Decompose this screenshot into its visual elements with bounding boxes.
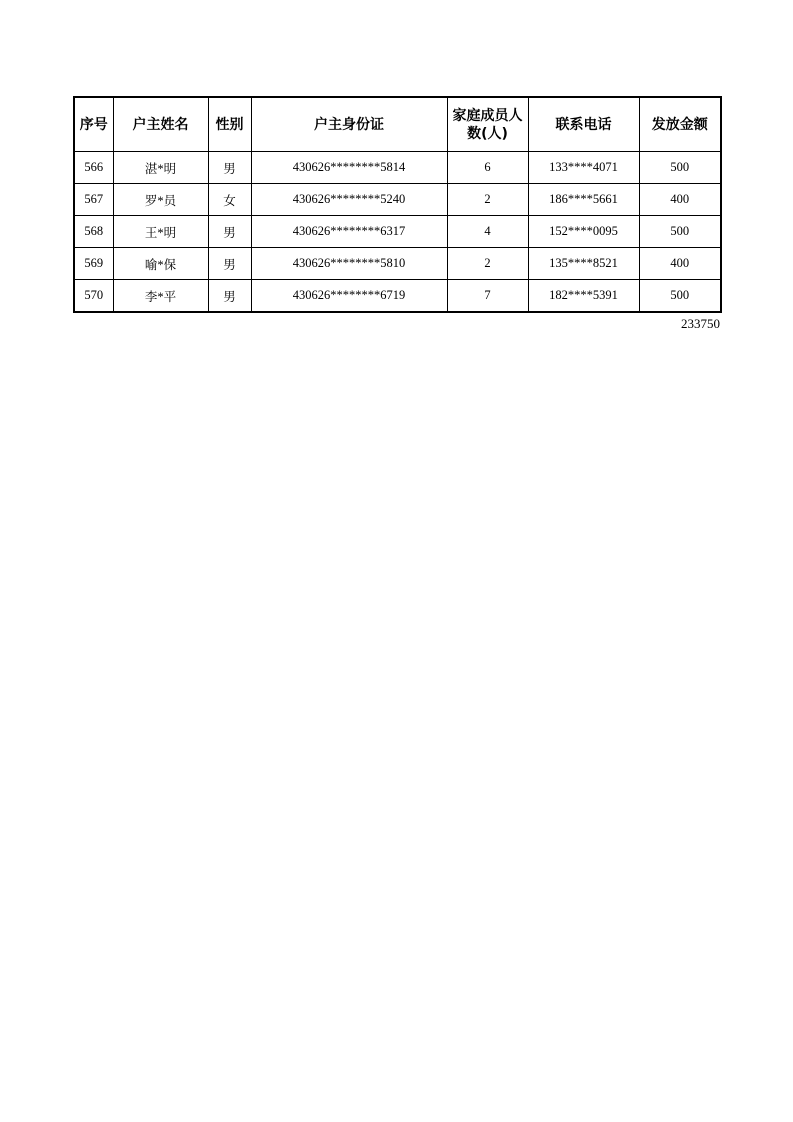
total-amount: 233750 bbox=[681, 316, 720, 331]
table-row bbox=[74, 184, 721, 216]
cell-phone: 133****4071 bbox=[528, 152, 639, 184]
table-row bbox=[74, 152, 721, 184]
cell-gender: 男 bbox=[208, 152, 251, 184]
col-header-householder-name: 户主姓名 bbox=[113, 97, 208, 152]
cell-gender: 男 bbox=[208, 216, 251, 248]
cell-gender: 女 bbox=[208, 184, 251, 216]
cell-id-card: 430626********6719 bbox=[251, 280, 447, 313]
cell-members: 4 bbox=[447, 216, 528, 248]
distribution-table bbox=[73, 96, 722, 313]
cell-id-card: 430626********6317 bbox=[251, 216, 447, 248]
cell-amount: 400 bbox=[639, 248, 721, 280]
header-row bbox=[74, 97, 721, 152]
cell-name: 李*平 bbox=[113, 280, 208, 313]
cell-phone: 152****0095 bbox=[528, 216, 639, 248]
cell-index: 566 bbox=[74, 152, 113, 184]
cell-members: 7 bbox=[447, 280, 528, 313]
cell-id-card: 430626********5814 bbox=[251, 152, 447, 184]
cell-amount: 400 bbox=[639, 184, 721, 216]
cell-members: 6 bbox=[447, 152, 528, 184]
table-row bbox=[74, 248, 721, 280]
cell-name: 湛*明 bbox=[113, 152, 208, 184]
cell-id-card: 430626********5810 bbox=[251, 248, 447, 280]
cell-gender: 男 bbox=[208, 248, 251, 280]
cell-id-card: 430626********5240 bbox=[251, 184, 447, 216]
cell-index: 568 bbox=[74, 216, 113, 248]
table-row bbox=[74, 216, 721, 248]
col-header-index: 序号 bbox=[74, 97, 113, 152]
col-header-phone: 联系电话 bbox=[528, 97, 639, 152]
cell-index: 569 bbox=[74, 248, 113, 280]
cell-name: 王*明 bbox=[113, 216, 208, 248]
cell-members: 2 bbox=[447, 248, 528, 280]
cell-amount: 500 bbox=[639, 216, 721, 248]
col-header-gender: 性别 bbox=[208, 97, 251, 152]
cell-amount: 500 bbox=[639, 152, 721, 184]
cell-index: 567 bbox=[74, 184, 113, 216]
cell-amount: 500 bbox=[639, 280, 721, 313]
cell-phone: 186****5661 bbox=[528, 184, 639, 216]
col-header-id-card: 户主身份证 bbox=[251, 97, 447, 152]
cell-members: 2 bbox=[447, 184, 528, 216]
col-header-family-members: 家庭成员人数(人) bbox=[447, 97, 528, 152]
cell-name: 罗*员 bbox=[113, 184, 208, 216]
cell-index: 570 bbox=[74, 280, 113, 313]
cell-gender: 男 bbox=[208, 280, 251, 313]
sheet bbox=[73, 96, 720, 331]
cell-phone: 135****8521 bbox=[528, 248, 639, 280]
table-row bbox=[74, 280, 721, 313]
cell-name: 喻*保 bbox=[113, 248, 208, 280]
col-header-amount: 发放金额 bbox=[639, 97, 721, 152]
cell-phone: 182****5391 bbox=[528, 280, 639, 313]
